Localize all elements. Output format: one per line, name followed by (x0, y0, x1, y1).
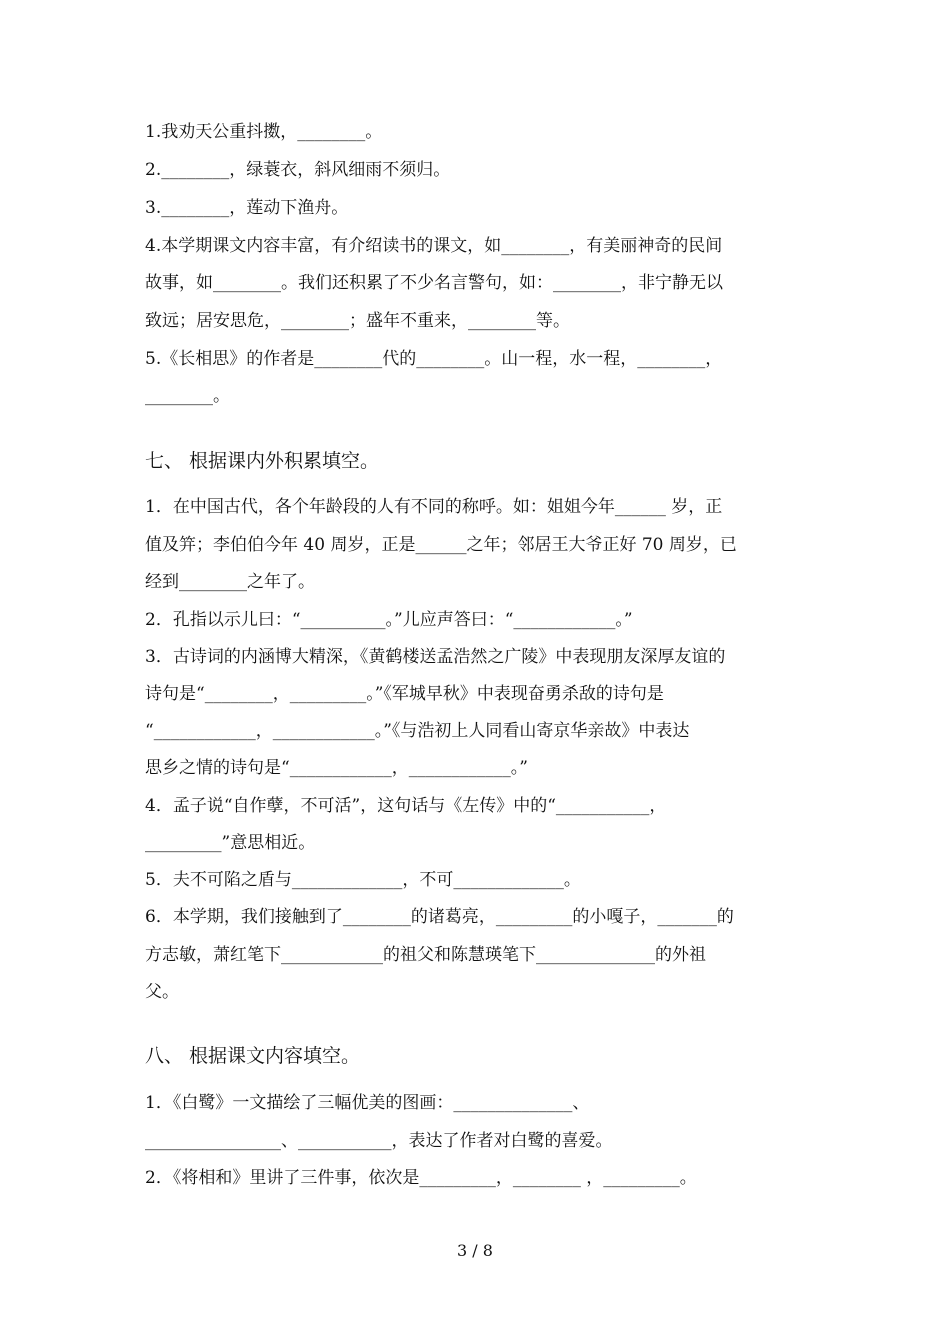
s6-line-7: 5.《长相思》的作者是________代的________。山一程，水一程，________， (145, 349, 723, 369)
s7-line-9: 4．孟子说“自作孽，不可活”，这句话与《左传》中的“___________， (145, 796, 667, 816)
section8-heading: 八、 根据课文内容填空。 (145, 1045, 361, 1067)
s7-line-3: 经到________之年了。 (145, 572, 315, 592)
s7-line-10: _________”意思相近。 (145, 833, 316, 853)
s7-line-11: 5．夫不可陷之盾与_____________，不可_____________。 (145, 870, 581, 890)
s6-line-1: 1.我劝天公重抖擞，________。 (145, 122, 383, 142)
s6-line-8: ________。 (145, 386, 230, 406)
s7-line-7: “____________，____________。”《与浩初上人同看山寄京华亲故》中表达 (145, 721, 690, 741)
s8-line-1: 1．《白鹭》一文描绘了三幅优美的图画：______________、 (145, 1093, 590, 1113)
s7-line-1: 1．在中国古代，各个年龄段的人有不同的称呼。如：姐姐今年______ 岁，正 (145, 497, 723, 517)
s7-line-6: 诗句是“________，_________。”《军城早秋》中表现奋勇杀敌的诗句是 (145, 684, 664, 704)
s6-line-2: 2.________，绿蓑衣，斜风细雨不须归。 (145, 160, 451, 180)
s7-line-14: 父。 (145, 982, 179, 1002)
s6-line-6: 致远；居安思危，________；盛年不重来，________等。 (145, 311, 570, 331)
s8-line-3: 2．《将相和》里讲了三件事，依次是_________，________ ，_________。 (145, 1168, 697, 1188)
s7-line-2: 值及笄；李伯伯今年 40 周岁，正是______之年；邻居王大爷正好 70 周岁，已 (145, 535, 737, 555)
s8-line-2: ________________、___________，表达了作者对白鹭的喜爱。 (145, 1131, 613, 1151)
s7-line-8: 思乡之情的诗句是“____________，____________。” (145, 758, 528, 778)
page-number: 3 / 8 (457, 1241, 493, 1260)
s7-line-4: 2．孔指以示儿曰：“__________。”儿应声答曰：“____________。” (145, 610, 633, 630)
s7-line-13: 方志敏，萧红笔下____________的祖父和陈慧瑛笔下______________的外祖 (145, 945, 706, 965)
section7-heading: 七、 根据课内外积累填空。 (145, 450, 380, 472)
s6-line-5: 故事，如________。我们还积累了不少名言警句，如：________，非宁静无以 (145, 273, 723, 293)
s7-line-5: 3．古诗词的内涵博大精深，《黄鹤楼送孟浩然之广陵》中表现朋友深厚友谊的 (145, 647, 726, 667)
s6-line-3: 3.________，莲动下渔舟。 (145, 198, 349, 218)
s6-line-4: 4.本学期课文内容丰富，有介绍读书的课文，如________，有美丽神奇的民间 (145, 236, 723, 256)
s7-line-12: 6．本学期，我们接触到了________的诸葛亮，_________的小嘎子，_______的 (145, 907, 734, 927)
